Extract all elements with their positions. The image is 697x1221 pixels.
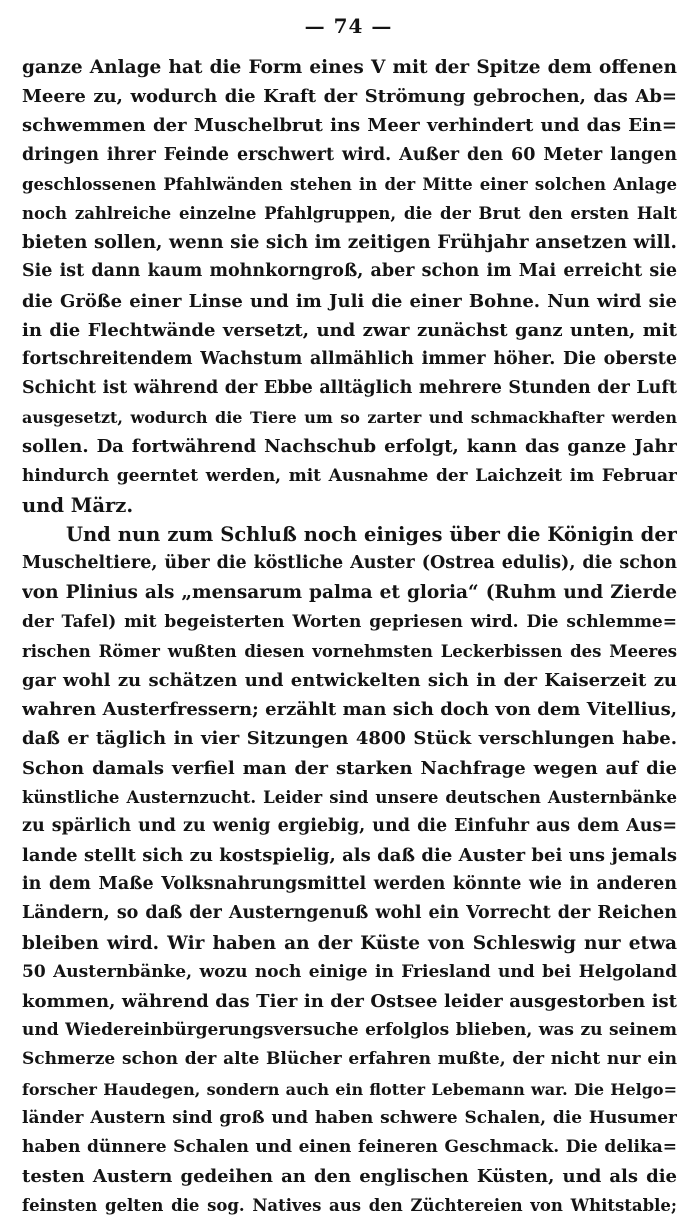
- text-line: Sie ist dann kaum mohnkorngroß, aber schon im Mai erreicht sie: [22, 261, 677, 282]
- text-line: und Wiedereinbürgerungsversuche erfolglos blieben, was zu seinem: [22, 1020, 677, 1041]
- text-line: schwemmen der Muschelbrut ins Meer verhindert und das Ein=: [22, 115, 677, 137]
- text-line: bleiben wird. Wir haben an der Küste von Schleswig nur etwa: [22, 932, 677, 954]
- text-line: haben dünnere Schalen und einen feineren Geschmack. Die delika=: [22, 1136, 677, 1157]
- text-line: fortschreitendem Wachstum allmählich immer höher. Die oberste: [22, 348, 677, 369]
- text-line: Schicht ist während der Ebbe alltäglich mehrere Stunden der Luft: [22, 378, 677, 399]
- text-line: in die Flechtwände versetzt, und zwar zunächst ganz unten, mit: [22, 319, 677, 341]
- text-line: feinsten gelten die sog. Natives aus den Züchtereien von Whitstable;: [22, 1196, 677, 1216]
- text-line: Schon damals verfiel man der starken Nachfrage wegen auf die: [22, 757, 677, 779]
- text-line: wahren Austerfressern; erzählt man sich doch von dem Vitellius,: [22, 699, 677, 721]
- text-line: länder Austern sind groß und haben schwere Schalen, die Husumer: [22, 1107, 677, 1128]
- paragraph-start-line: Und nun zum Schluß noch einiges über die Königin der: [66, 523, 677, 546]
- text-line: Meere zu, wodurch die Kraft der Strömung gebrochen, das Ab=: [22, 86, 677, 108]
- text-line: bieten sollen, wenn sie sich im zeitigen Frühjahr ansetzen will.: [22, 232, 677, 254]
- text-line: ausgesetzt, wodurch die Tiere um so zarter und schmackhafter werden: [22, 408, 677, 428]
- text-line: Schmerze schon der alte Blücher erfahren mußte, der nicht nur ein: [22, 1049, 677, 1070]
- text-line: dringen ihrer Feinde erschwert wird. Außer den 60 Meter langen: [22, 144, 677, 165]
- text-line: Ländern, so daß der Austerngenuß wohl ein Vorrecht der Reichen: [22, 903, 677, 924]
- text-line: künstliche Austernzucht. Leider sind unsere deutschen Austernbänke: [22, 787, 677, 807]
- text-line: von Plinius als „mensarum palma et gloria“ (Ruhm und Zierde: [22, 582, 677, 604]
- text-line: zu spärlich und zu wenig ergiebig, und die Einfuhr aus dem Aus=: [22, 815, 677, 836]
- text-line: hindurch geerntet werden, mit Ausnahme der Laichzeit im Februar: [22, 465, 677, 486]
- text-line: 50 Austernbänke, wozu noch einige in Friesland und bei Helgoland: [22, 961, 677, 982]
- text-line: lande stellt sich zu kostspielig, als daß die Auster bei uns jemals: [22, 845, 677, 867]
- text-line: forscher Haudegen, sondern auch ein flotter Lebemann war. Die Helgo=: [22, 1079, 677, 1099]
- body-text: [22, 53, 677, 1221]
- text-line: ganze Anlage hat die Form eines V mit der Spitze dem offenen: [22, 57, 677, 78]
- text-line: Muscheltiere, über die köstliche Auster (Ostrea edulis), die schon: [22, 553, 677, 574]
- text-line: in dem Maße Volksnahrungsmittel werden könnte wie in anderen: [22, 874, 677, 895]
- text-line: kommen, während das Tier in der Ostsee leider ausgestorben ist: [22, 991, 677, 1012]
- text-line: noch zahlreiche einzelne Pfahlgruppen, die der Brut den ersten Halt: [22, 203, 677, 223]
- text-line: rischen Römer wußten diesen vornehmsten Leckerbissen des Meeres: [22, 641, 677, 661]
- text-line: die Größe einer Linse und im Juli die einer Bohne. Nun wird sie: [22, 290, 677, 312]
- text-line: gar wohl zu schätzen und entwickelten sich in der Kaiserzeit zu: [22, 669, 677, 691]
- text-line: daß er täglich in vier Sitzungen 4800 Stück verschlungen habe.: [22, 728, 677, 750]
- text-line: geschlossenen Pfahlwänden stehen in der Mitte einer solchen Anlage: [22, 174, 677, 194]
- paragraph-end-line: und März.: [22, 493, 134, 517]
- text-line: sollen. Da fortwährend Nachschub erfolgt, kann das ganze Jahr: [22, 436, 677, 458]
- text-line: testen Austern gedeihen an den englischen Küsten, und als die: [22, 1166, 677, 1188]
- text-line: der Tafel) mit begeisterten Worten gepriesen wird. Die schlemme=: [22, 611, 677, 632]
- page-number: — 74 —: [304, 14, 393, 38]
